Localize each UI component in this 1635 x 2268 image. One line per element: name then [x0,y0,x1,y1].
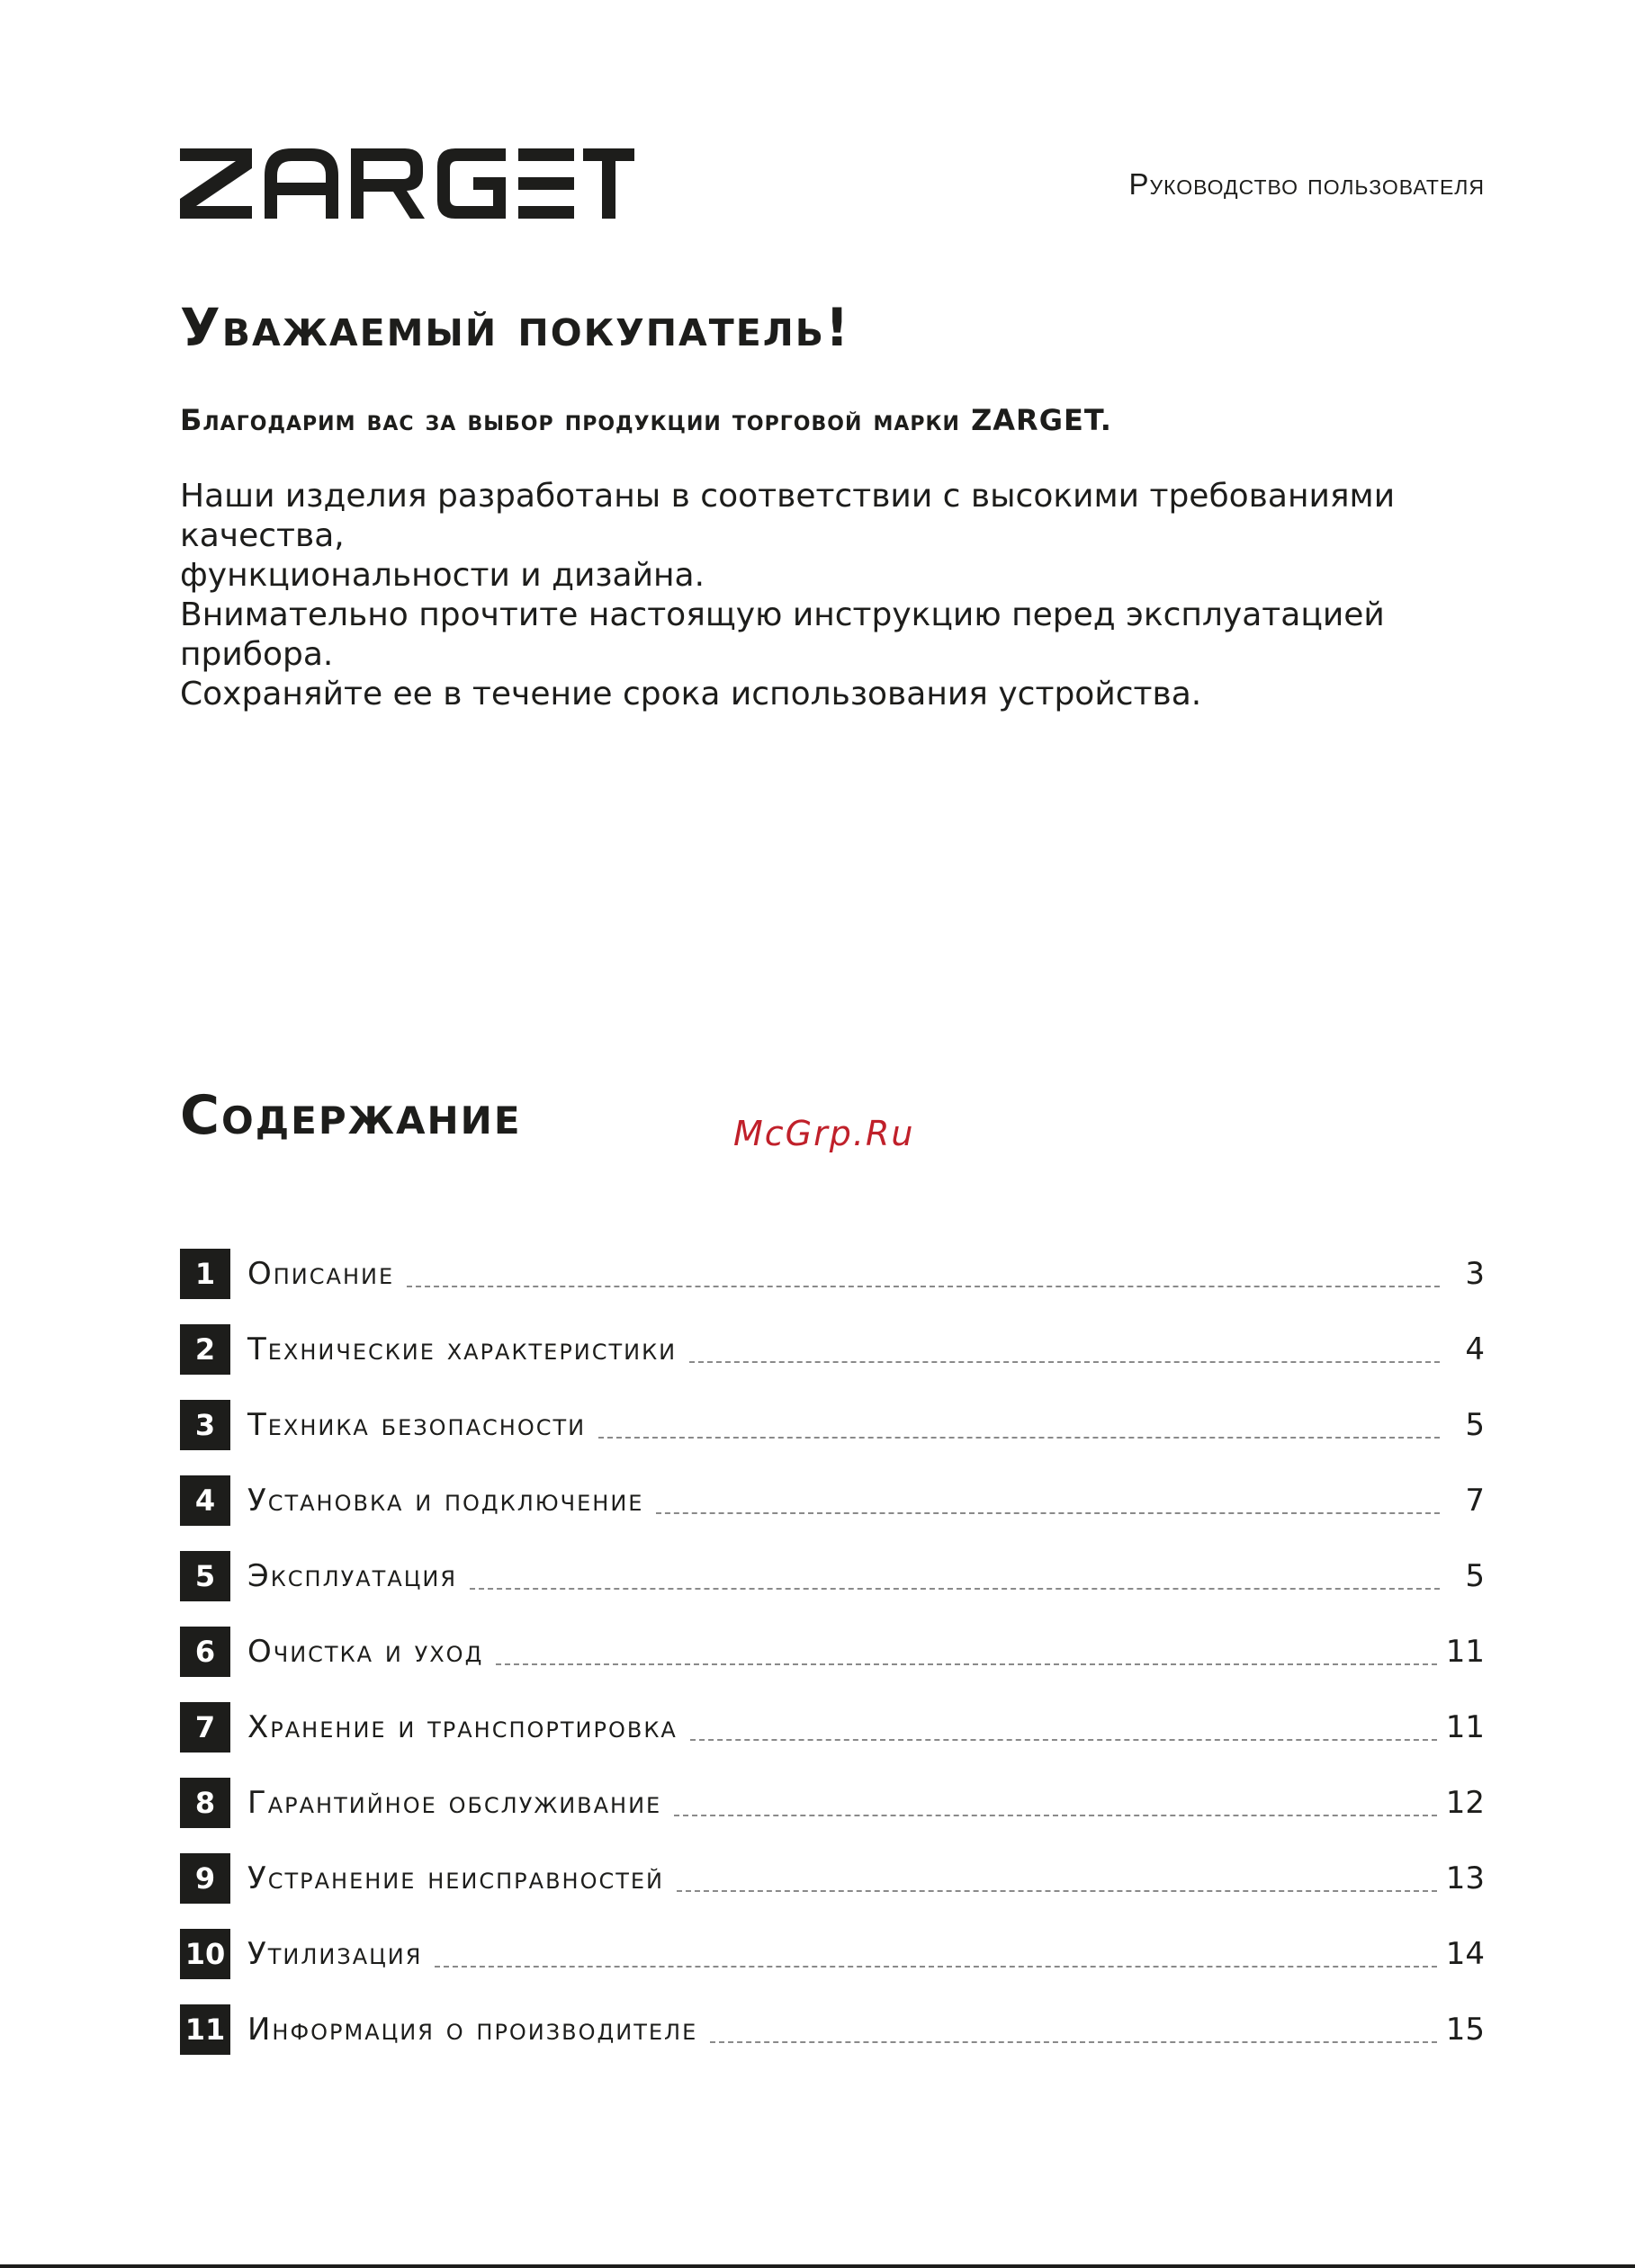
toc-item-label: Утилизация [247,1936,423,1972]
toc-item-page: 13 [1445,1860,1485,1896]
toc-item[interactable] [180,1248,1485,1300]
toc-leader-dots [710,2041,1436,2043]
toc-leader-dots [677,1890,1437,1892]
toc-item-number: 4 [180,1475,230,1526]
toc-leader-dots [598,1437,1440,1439]
toc-item-number: 6 [180,1627,230,1677]
toc-item[interactable] [180,1475,1485,1527]
toc-item[interactable] [180,1852,1485,1905]
toc-item-label: Информация о производителе [247,2012,698,2048]
greeting-heading: Уважаемый покупатель! [180,297,851,358]
toc-item[interactable] [180,1399,1485,1451]
toc-item-label: Гарантийное обслуживание [247,1785,662,1821]
toc-item[interactable] [180,2004,1485,2056]
toc-item-number: 5 [180,1551,230,1601]
toc-item[interactable] [180,1777,1485,1829]
toc-item-label: Описание [247,1256,395,1292]
thanks-line: Благодарим вас за выбор продукции торговой марки ZARGET. [180,403,1112,437]
toc-item-number: 10 [180,1929,230,1979]
toc-item-page: 12 [1445,1785,1485,1821]
toc-item-page: 11 [1445,1709,1485,1745]
toc-heading: Содержание [180,1084,522,1147]
toc-item-page: 7 [1465,1483,1485,1519]
toc-item[interactable] [180,1701,1485,1753]
toc-item-number: 2 [180,1324,230,1375]
toc-item-number: 11 [180,2004,230,2055]
toc-item[interactable] [180,1550,1485,1602]
toc-leader-dots [689,1361,1440,1363]
toc-item-label: Устранение неисправностей [247,1860,665,1896]
toc-leader-dots [435,1966,1436,1968]
toc-leader-dots [496,1663,1436,1665]
watermark-text: McGrp.Ru [733,1114,915,1153]
paragraph-line: функциональности и дизайна. [180,557,705,594]
toc-item-number: 7 [180,1702,230,1753]
toc-item-number: 8 [180,1778,230,1828]
toc-leader-dots [674,1815,1437,1816]
paragraph-line: Внимательно прочтите настоящую инструкцию перед эксплуатацией прибора. [180,596,1385,673]
toc-item-label: Хранение и транспортировка [247,1709,678,1745]
toc-item[interactable] [180,1323,1485,1376]
intro-paragraph-instructions [180,596,1512,714]
toc-leader-dots [470,1588,1440,1590]
toc-item-page: 3 [1465,1256,1485,1292]
zarget-logo [180,148,634,219]
paragraph-line: Сохраняйте ее в течение срока использования устройства. [180,676,1202,713]
paragraph-line: Наши изделия разработаны в соответствии с высокими требованиями качества, [180,478,1396,554]
intro-paragraph-quality [180,477,1512,596]
toc-item[interactable] [180,1626,1485,1678]
document-type-label: Руководство пользователя [1128,167,1485,201]
toc-item-page: 15 [1445,2012,1485,2048]
toc-item[interactable] [180,1928,1485,1980]
toc-item-number: 9 [180,1853,230,1904]
toc-item-label: Очистка и уход [247,1634,484,1670]
toc-item-label: Эксплуатация [247,1558,458,1594]
toc-item-page: 11 [1445,1634,1485,1670]
toc-item-label: Технические характеристики [247,1331,678,1367]
toc-leader-dots [690,1739,1437,1741]
toc-item-label: Техника безопасности [247,1407,587,1443]
toc-item-label: Установка и подключение [247,1483,644,1519]
toc-leader-dots [407,1286,1440,1287]
toc-item-page: 14 [1445,1936,1485,1972]
bottom-border [0,2264,1635,2268]
toc-item-page: 4 [1465,1331,1485,1367]
toc-item-page: 5 [1465,1558,1485,1594]
toc-item-number: 3 [180,1400,230,1450]
toc-item-number: 1 [180,1249,230,1299]
toc-leader-dots [656,1512,1440,1514]
toc-item-page: 5 [1465,1407,1485,1443]
